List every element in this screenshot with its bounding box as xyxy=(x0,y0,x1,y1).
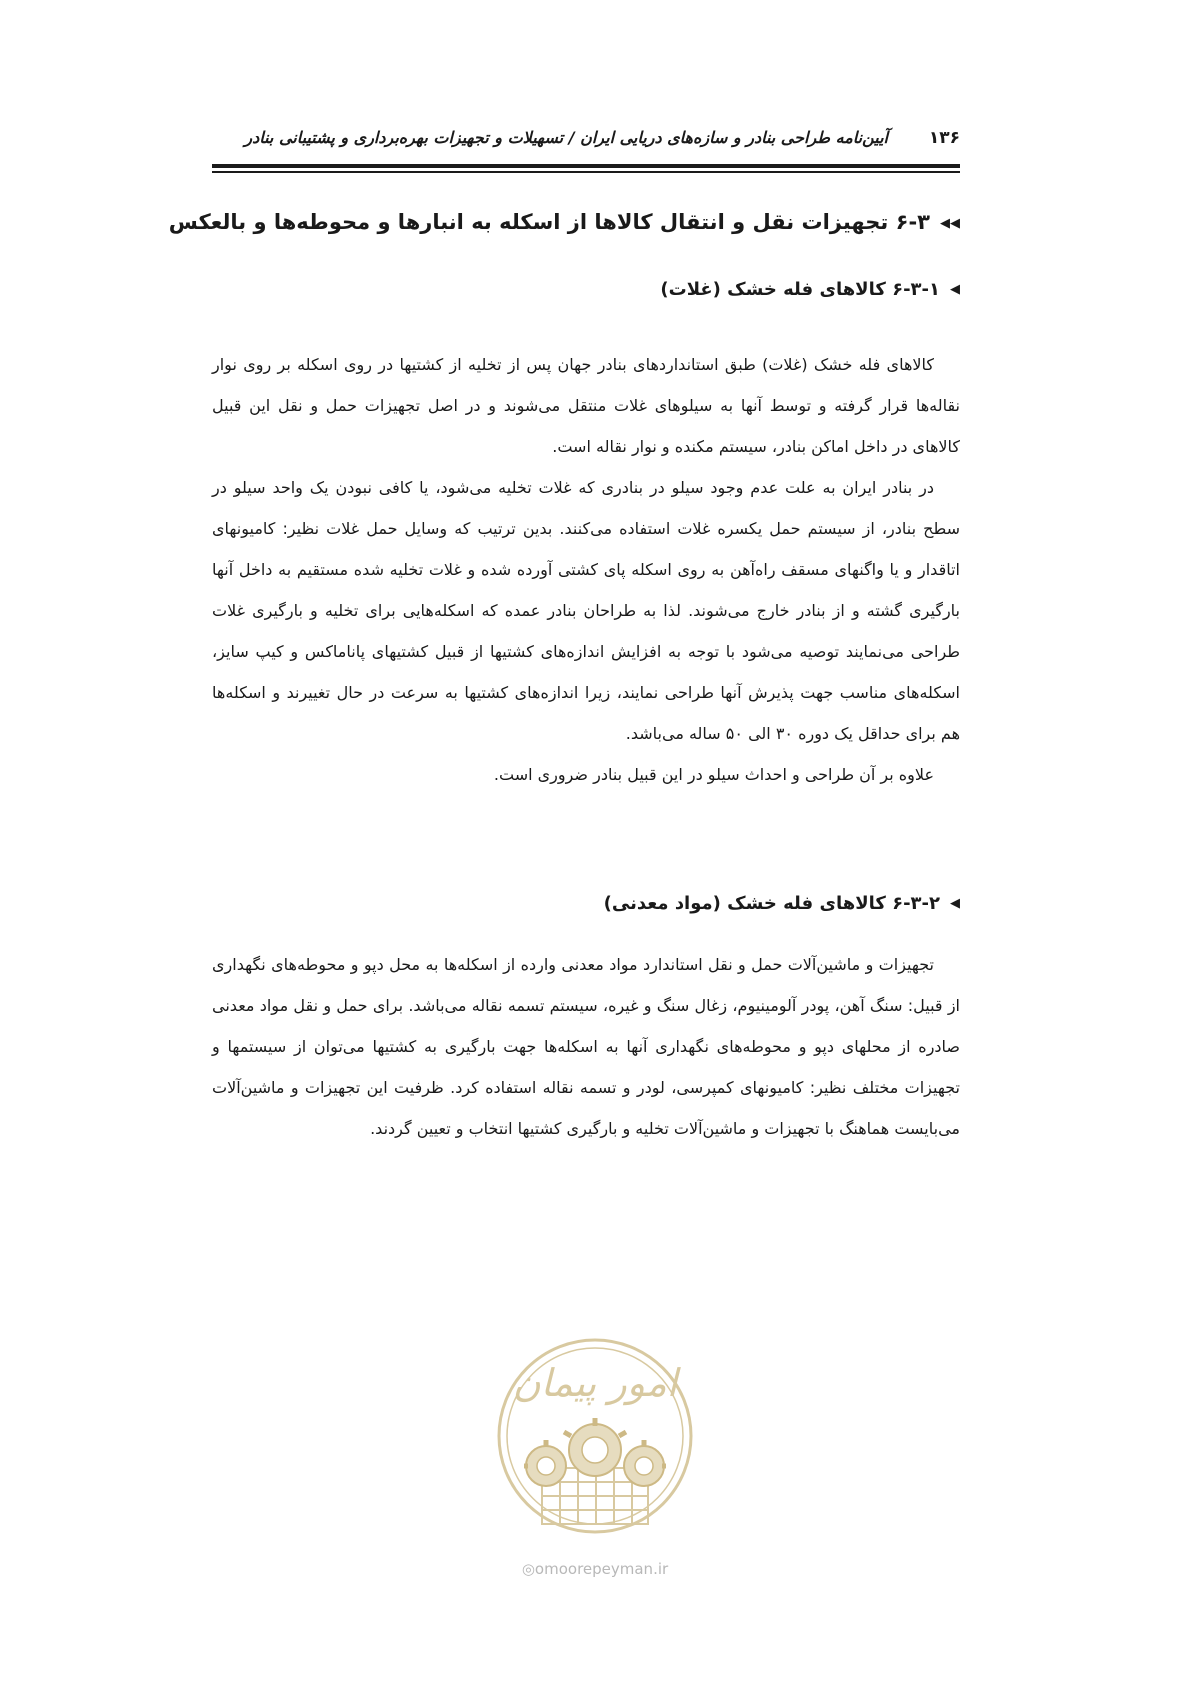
watermark-logo-text: امور پیمان xyxy=(512,1361,678,1405)
arrow-marker-icon: ◀ xyxy=(950,896,960,911)
watermark-url xyxy=(484,1560,706,1578)
watermark-logo xyxy=(484,1318,706,1558)
paragraph: کالاهای فله خشک (غلات) طبق استانداردهای بنادر جهان پس از تخلیه از کشتیها در روی اسکله بر روی نوار نقاله‌ها قرار گرفته و توسط آنها به سیلوهای غلات منتقل می‌شوند و در اصل تجهیزات حمل و نقل این قبیل کالاهای در داخل اماکن بنادر، سیستم مکنده و نوار نقاله است. xyxy=(212,355,960,456)
running-header xyxy=(212,128,960,158)
at-icon: ◎ xyxy=(521,1560,535,1578)
double-arrow-marker-icon: ◀◀ xyxy=(940,216,960,231)
running-header-title: آیین‌نامه طراحی بنادر و سازه‌های دریایی ایران / تسهیلات و تجهیزات بهره‌برداری و پشتیبانی بنادر xyxy=(244,128,888,147)
paragraph: در بنادر ایران به علت عدم وجود سیلو در بنادری که غلات تخلیه می‌شود، یا کافی نبودن یک واحد سیلو در سطح بنادر، از سیستم حمل یکسره غلات استفاده می‌کنند. بدین ترتیب که وسایل حمل غلات نظیر: کامیونهای اتاقدار و یا واگنهای مسقف راه‌آهن به روی اسکله پای کشتی آورده شده و غلات تخلیه شده مستقیم به داخل آنها بارگیری گشته و از بنادر خارج می‌شوند. لذا به طراحان بنادر عمده که اسکله‌هایی برای تخلیه و بارگیری غلات طراحی می‌نمایند توصیه می‌شود با توجه به افزایش اندازه‌های کشتیها از قبیل کشتیهای پاناماکس و کیپ سایز، اسکله‌های مناسب جهت پذیرش آنها طراحی نمایند، زیرا اندازه‌های کشتیها به سرعت در حال تغییرند و اسکله‌ها هم برای حداقل یک دوره ۳۰ الی ۵۰ ساله می‌باشد. xyxy=(212,478,960,743)
header-rule-thin xyxy=(212,171,960,173)
subsection-heading-2 xyxy=(212,893,960,914)
page-number: ۱۳۶ xyxy=(928,128,960,148)
subsection-2-body xyxy=(212,944,960,1149)
paragraph: تجهیزات و ماشین‌آلات حمل و نقل استاندارد مواد معدنی وارده از اسکله‌ها به محل دپو و محوطه‌های نگهداری از قبیل: سنگ آهن، پودر آلومینیوم، زغال سنگ و غیره، سیستم تسمه نقاله می‌باشد. برای حمل و نقل مواد معدنی صادره از محلهای دپو و محوطه‌های نگهداری آنها به اسکله‌ها جهت بارگیری به کشتیها می‌توان از سیستمها و تجهیزات مختلف نظیر: کامیونهای کمپرسی، لودر و تسمه نقاله استفاده کرد. ظرفیت این تجهیزات و ماشین‌آلات می‌بایست هماهنگ با تجهیزات و ماشین‌آلات تخلیه و بارگیری کشتیها انتخاب و تعیین گردند. xyxy=(212,955,960,1138)
arrow-marker-icon: ◀ xyxy=(950,282,960,297)
subsection-heading-1 xyxy=(212,279,960,300)
header-rule-thick xyxy=(212,164,960,168)
paragraph: علاوه بر آن طراحی و احداث سیلو در این قبیل بنادر ضروری است. xyxy=(493,765,934,784)
subsection-heading-2-text: ۶-۳-۲ کالاهای فله خشک (مواد معدنی) xyxy=(603,893,940,914)
watermark-url-text: omoorepeyman.ir xyxy=(534,1560,669,1578)
subsection-1-body xyxy=(212,344,960,795)
section-heading-text: ۶-۳ تجهیزات نقل و انتقال کالاها از اسکله به انبارها و محوطه‌ها و بالعکس xyxy=(168,210,930,234)
subsection-heading-1-text: ۶-۳-۱ کالاهای فله خشک (غلات) xyxy=(660,279,940,300)
section-heading xyxy=(168,210,960,234)
